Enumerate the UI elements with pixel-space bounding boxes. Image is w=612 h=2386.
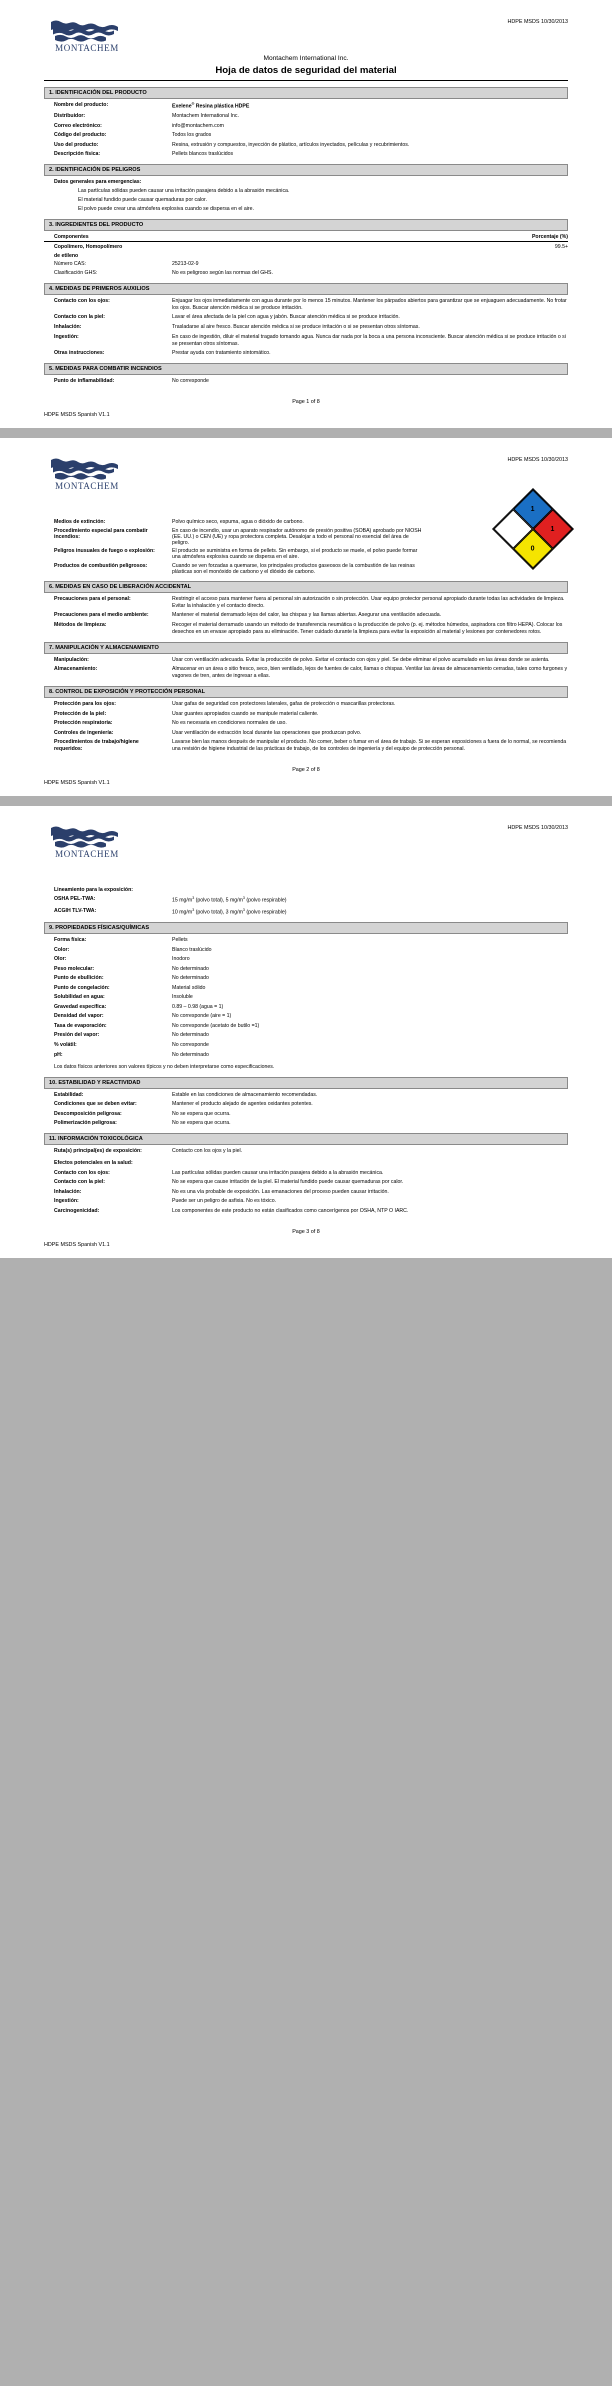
field-value: Mantener el material derramado lejos del calor, las chispas y las llamas abiertas. Asegurar una ventilación adecuada. [172,612,442,619]
section-bar-3: 3. INGREDIENTES DEL PRODUCTO [44,219,568,231]
field-label: Punto de inflamabilidad: [54,378,115,385]
field-label: Ingestión: [54,1198,79,1205]
field-label: Tasa de evaporación: [54,1022,107,1029]
field-value: Insoluble [172,994,193,1001]
field-value: Contacto con los ojos y la piel. [172,1148,243,1155]
field-label: Carcinogenicidad: [54,1207,100,1214]
page-header [44,822,568,859]
field-value: 0.89 – 0.98 (agua = 1) [172,1003,224,1010]
field-value: Todos los grados [172,132,212,139]
column-header-components: Componentes [54,234,89,241]
logo-wordmark: MONTACHEM [55,849,119,860]
page-3 [0,806,612,1257]
component-percent: 99.5+ [554,244,568,251]
section-bar-5: 5. MEDIDAS PARA COMBATIR INCENDIOS [44,363,568,375]
header-doc-code: HDPE MSDS 10/30/2013 [507,457,568,464]
field-label: Peso molecular: [54,965,95,972]
globe-map-icon [48,16,126,42]
field-value: No se espera que cause irritación de la piel. El material fundido puede causar quemaduras por calor. [172,1179,404,1186]
field-value: Mantener el producto alejado de agentes oxidantes potentes. [172,1101,313,1108]
field-label: Contacto con los ojos: [54,1169,110,1176]
field-label: Uso del producto: [54,141,99,148]
field-label: % volátil: [54,1041,77,1048]
section-bar-8: 8. CONTROL DE EXPOSICIÓN Y PROTECCIÓN PERSONAL [44,686,568,698]
field-value: Usar ventilación de extracción local durante las operaciones que produzcan polvo. [172,729,362,736]
column-header-percent: Porcentaje (%) [531,234,568,241]
section-9-body [44,937,568,1070]
component-name: Copolímero, Homopolímero [54,244,123,251]
ingredients-table [44,234,568,277]
nfpa-reactivity: 0 [513,529,553,569]
field-value: El producto se suministra en forma de pellets. Sin embargo, si el producto se muele, el polvo puede formar una atmósfera explosiva cuando se dispersa en el aire. [172,548,418,561]
field-value: Los componentes de este producto no están clasificados como cancerígenos por OSHA, NTP O IARC. [172,1207,409,1214]
logo-wordmark: MONTACHEM [55,43,119,53]
field-value: 25213-02-9 [172,261,199,268]
field-value: No determinado [172,975,209,982]
field-label: Protección respiratoria: [54,720,113,727]
field-value: No es una vía probable de exposición. Las emanaciones del proceso pueden causar irritación. [172,1188,389,1195]
field-value: No determinado [172,1032,209,1039]
field-value-product-name: Exelene® Resina plástica HDPE [172,102,250,110]
field-value: En caso de ingestión, diluir el material tragado tomando agua. Nunca dar nada por la boca a una persona inconsciente. Buscar atención médica si se produce irritación o si se presentan otros síntomas. [172,333,566,347]
field-value: Pellets [172,937,188,944]
field-label: Productos de combustión peligrosos: [54,562,148,569]
field-value-osha: 15 $mg/m^3$ (polvo total), 5 $mg/m^3$ (polvo respirable) [172,896,287,905]
field-value: Recoger el material derramado usando un método de transferencia neumática o la producción de polvo (p. ej. métodos húmedos, aspiradora con filtro HEPA). Colocar los desechos en un envase apropiado para su eliminación. Tener cuidado durante la limpieza para evitar la exposición al material y lesiones por contenedores rotos. [172,621,563,635]
field-label: Código del producto: [54,132,107,139]
field-value: Restringir el acceso para mantener fuera al personal sin autorización o sin protección. Usar equipo protector personal apropiado durante todas las actividades de limpieza. Evitar la inhalación y el contacto directo. [172,595,565,609]
field-label: Peligros inusuales de fuego o explosión: [54,548,155,555]
field-label: Controles de ingeniería: [54,729,114,736]
field-label: Contacto con los ojos: [54,297,110,304]
title-divider [44,80,568,81]
physical-data-note: Los datos físicos anteriores son valores típicos y no deben interpretarse como especificaciones. [54,1063,275,1070]
field-value: Enjuagar los ojos inmediatamente con agua durante por lo menos 15 minutos. Mantener los párpados abiertos para garantizar que se enjuaguen adecuadamente. No frotar los ojos. Buscar atención médica si se produce irritación. [172,297,567,311]
field-label: Almacenamiento: [54,666,98,673]
field-value: No se espera que ocurra. [172,1120,231,1127]
section-4-body [44,298,568,357]
field-label: Protección de la piel: [54,710,107,717]
company-logo [44,454,130,491]
field-value: No corresponde [172,378,209,385]
field-value: Polvo químico seco, espuma, agua o dióxido de carbono. [172,519,304,526]
field-label: Medios de extinción: [54,519,106,526]
section-bar-10: 10. ESTABILIDAD Y REACTIVIDAD [44,1077,568,1089]
table-row [44,253,568,260]
field-label: Inhalación: [54,324,82,330]
section-bar-11: 11. INFORMACIÓN TOXICOLÓGICA [44,1133,568,1145]
company-logo [44,16,130,53]
field-value: Usar gafas de seguridad con protectores laterales, gafas de protección o mascarillas protectoras. [172,701,396,708]
nfpa-health: 1 [513,489,553,529]
field-label: Correo electrónico: [54,122,102,129]
field-value: Blanco traslúcido [172,946,212,953]
section-10-body [44,1092,568,1128]
field-value: Inodoro [172,956,190,963]
field-label: Efectos potenciales en la salud: [54,1160,133,1167]
footer-text: HDPE MSDS Spanish V1.1 [44,780,110,787]
table-row [44,244,568,251]
field-label: Descripción física: [54,151,101,158]
field-value: Lavar el área afectada de la piel con agua y jabón. Buscar atención médica si se produce irritación. [172,314,400,321]
field-label: Distribuidor: [54,113,86,120]
section-1-body [44,102,568,158]
field-value: No determinado [172,965,209,972]
field-label: Punto de ebullición: [54,975,104,982]
section-bar-7: 7. MANIPULACIÓN Y ALMACENAMIENTO [44,642,568,654]
page-number: Page 1 of 8 [292,399,320,406]
company-logo [44,822,130,859]
globe-map-icon [48,454,126,480]
field-label: ACGIH TLV-TWA: [54,907,97,914]
field-value: No determinado [172,1051,209,1058]
section-6-body [44,596,568,636]
page-number: Page 3 of 8 [292,1228,320,1235]
section-5-body [44,378,568,385]
header-doc-code: HDPE MSDS 10/30/2013 [507,19,568,25]
table-row [44,270,568,277]
field-label: Gravedad específica: [54,1003,107,1010]
field-value: Montachem International Inc. [172,113,239,120]
page-1 [0,0,612,428]
field-label: Contacto con la piel: [54,1179,106,1186]
field-label: Procedimientos de trabajo/higiene requeridos: [54,739,139,753]
nfpa-diamond [504,500,566,562]
page-header [44,454,568,491]
field-value: Prestar ayuda con tratamiento sintomático. [172,350,271,357]
field-value: Trasladarse al aire fresco. Buscar atención médica si se produce irritación o si se presentan otros síntomas. [172,324,420,330]
field-value: Las partículas sólidas pueden causar una irritación pasajera debido a la abrasión mecánica. [172,1169,384,1176]
field-label: Precauciones para el personal: [54,595,131,602]
field-label: OSHA PEL-TWA: [54,896,96,903]
field-value: Lavarse bien las manos después de manipular el producto. No comer, beber o fumar en el área de trabajo. Si se esperan exposiciones a fuera de lo normal, se recomienda una revisión de higiene industrial de las prácticas de trabajo, de los controles de ingeniería y del equipo de protección personal. [172,739,567,753]
field-value-acgih: 10 $mg/m^3$ (polvo total), 3 $mg/m^3$ (polvo respirable) [172,907,287,916]
field-label: Ruta(s) principal(es) de exposición: [54,1148,142,1155]
field-label: Olor: [54,956,67,963]
footer-text: HDPE MSDS Spanish V1.1 [44,1241,110,1248]
field-label: Otras instrucciones: [54,350,105,357]
emergency-line: El polvo puede crear una atmósfera explosiva cuando se dispersa en el aire. [78,206,254,213]
field-label: Punto de congelación: [54,984,110,991]
section-5-continued [44,519,568,575]
field-value: Puede ser un peligro de asfixia. No es tóxico. [172,1198,277,1205]
field-label: Protección para los ojos: [54,701,116,708]
section-bar-1: 1. IDENTIFICACIÓN DEL PRODUCTO [44,87,568,99]
page-number: Page 2 of 8 [292,767,320,774]
field-label: Clasificación GHS: [54,269,98,276]
component-name-cont: de etileno [54,252,79,259]
field-label: Número CAS: [54,261,86,268]
field-value: No se espera que ocurra. [172,1110,231,1117]
emergency-line: El material fundido puede causar quemaduras por calor. [78,197,207,204]
section-8-body [44,701,568,753]
emergency-line: Las partículas sólidas pueden causar una irritación pasajera debido a la abrasión mecánica. [78,188,290,195]
field-value: Resina, extrusión y compuestos, inyección de plástico, artículos inyectados, películas y recubrimientos. [172,141,410,148]
field-label: Solubilidad en agua: [54,994,105,1001]
field-label: Contacto con la piel: [54,314,106,321]
field-label: Precauciones para el medio ambiente: [54,612,149,619]
field-label: Densidad del vapor: [54,1013,104,1020]
header-doc-code: HDPE MSDS 10/30/2013 [507,825,568,832]
section-bar-9: 9. PROPIEDADES FÍSICAS/QUÍMICAS [44,922,568,934]
field-label: Descomposición peligrosa: [54,1110,122,1117]
page-2 [0,438,612,796]
footer-text: HDPE MSDS Spanish V1.1 [44,412,110,419]
exposure-title: Lineamiento para la exposición: [54,887,133,894]
page-title: Hoja de datos de seguridad del material [215,65,397,76]
section-bar-6: 6. MEDIDAS EN CASO DE LIBERACIÓN ACCIDENTAL [44,581,568,593]
title-block [44,55,568,81]
field-label: Procedimiento especial para combatir incendios: [54,527,148,540]
field-value: No corresponde (aire = 1) [172,1013,232,1020]
field-label: Polimerización peligrosa: [54,1120,117,1127]
logo-wordmark: MONTACHEM [55,481,119,492]
field-value: Usar guantes apropiados cuando se manipule material caliente. [172,710,319,717]
field-label: Inhalación: [54,1188,82,1195]
section-bar-2: 2. IDENTIFICACIÓN DE PELIGROS [44,164,568,176]
field-value: Material sólido [172,984,206,991]
field-value: Estable en las condiciones de almacenamiento recomendadas. [172,1091,318,1098]
field-label: Ingestión: [54,333,79,340]
field-label: Nombre del producto: [54,102,109,108]
field-value: No corresponde [172,1041,209,1048]
field-value: No es necesaria en condiciones normales de uso. [172,720,287,727]
field-value: En caso de incendio, usar un aparato respirador autónomo de presión positiva (SOBA) aprobado por NIOSH (EE. UU.) o CEN (UE) y ropa protectora completa. Desalojar a todo el personal no esencial del área de peligro. [172,527,422,546]
field-label: Presión del vapor: [54,1032,100,1039]
field-label: Métodos de limpieza: [54,621,107,628]
field-value: Usar con ventilación adecuada. Evitar la producción de polvo. Evitar el contacto con ojos y piel. Se debe eliminar el polvo acumulado en las áreas donde se asienta. [172,656,550,663]
field-value [172,1160,568,1167]
field-label: pH: [54,1051,63,1058]
table-row [44,261,568,268]
field-value: No corresponde (acetato de butilo =1) [172,1022,260,1029]
field-value: Cuando se ven forzadas a quemarse, los principales productos gaseosos de la combustión de las resinas plásticas son el monóxido de carbono y el dióxido de carbono. [172,562,415,575]
emergency-overview-title: Datos generales para emergencias: [54,179,142,186]
section-bar-4: 4. MEDIDAS DE PRIMEROS AUXILIOS [44,283,568,295]
field-value: Pellets blancos traslúcidos [172,151,234,158]
company-name: Montachem International Inc. [263,55,349,62]
field-label: Forma física: [54,937,87,944]
field-label: Condiciones que se deben evitar: [54,1101,137,1108]
field-value-email: info@montachem.com [172,122,224,129]
field-label: Manipulación: [54,656,89,663]
field-label: Color: [54,946,70,953]
field-label: Estabilidad: [54,1091,84,1098]
section-11-body [44,1148,568,1215]
exposure-guidelines [44,887,568,916]
section-7-body [44,657,568,681]
field-value: No es peligroso según las normas del GHS. [172,269,273,276]
section-2-body [44,179,568,213]
page-header [44,16,568,53]
nfpa-fire: 1 [533,509,573,549]
field-value: Almacenar en un área o sitio fresco, seco, bien ventilado, lejos de fuentes de calor, llamas o chispas. Ventilar las áreas de almacenamiento cerradas, tales como furgones y vagones de tren, antes de ingresar a ellas. [172,666,568,680]
globe-map-icon [48,822,126,848]
